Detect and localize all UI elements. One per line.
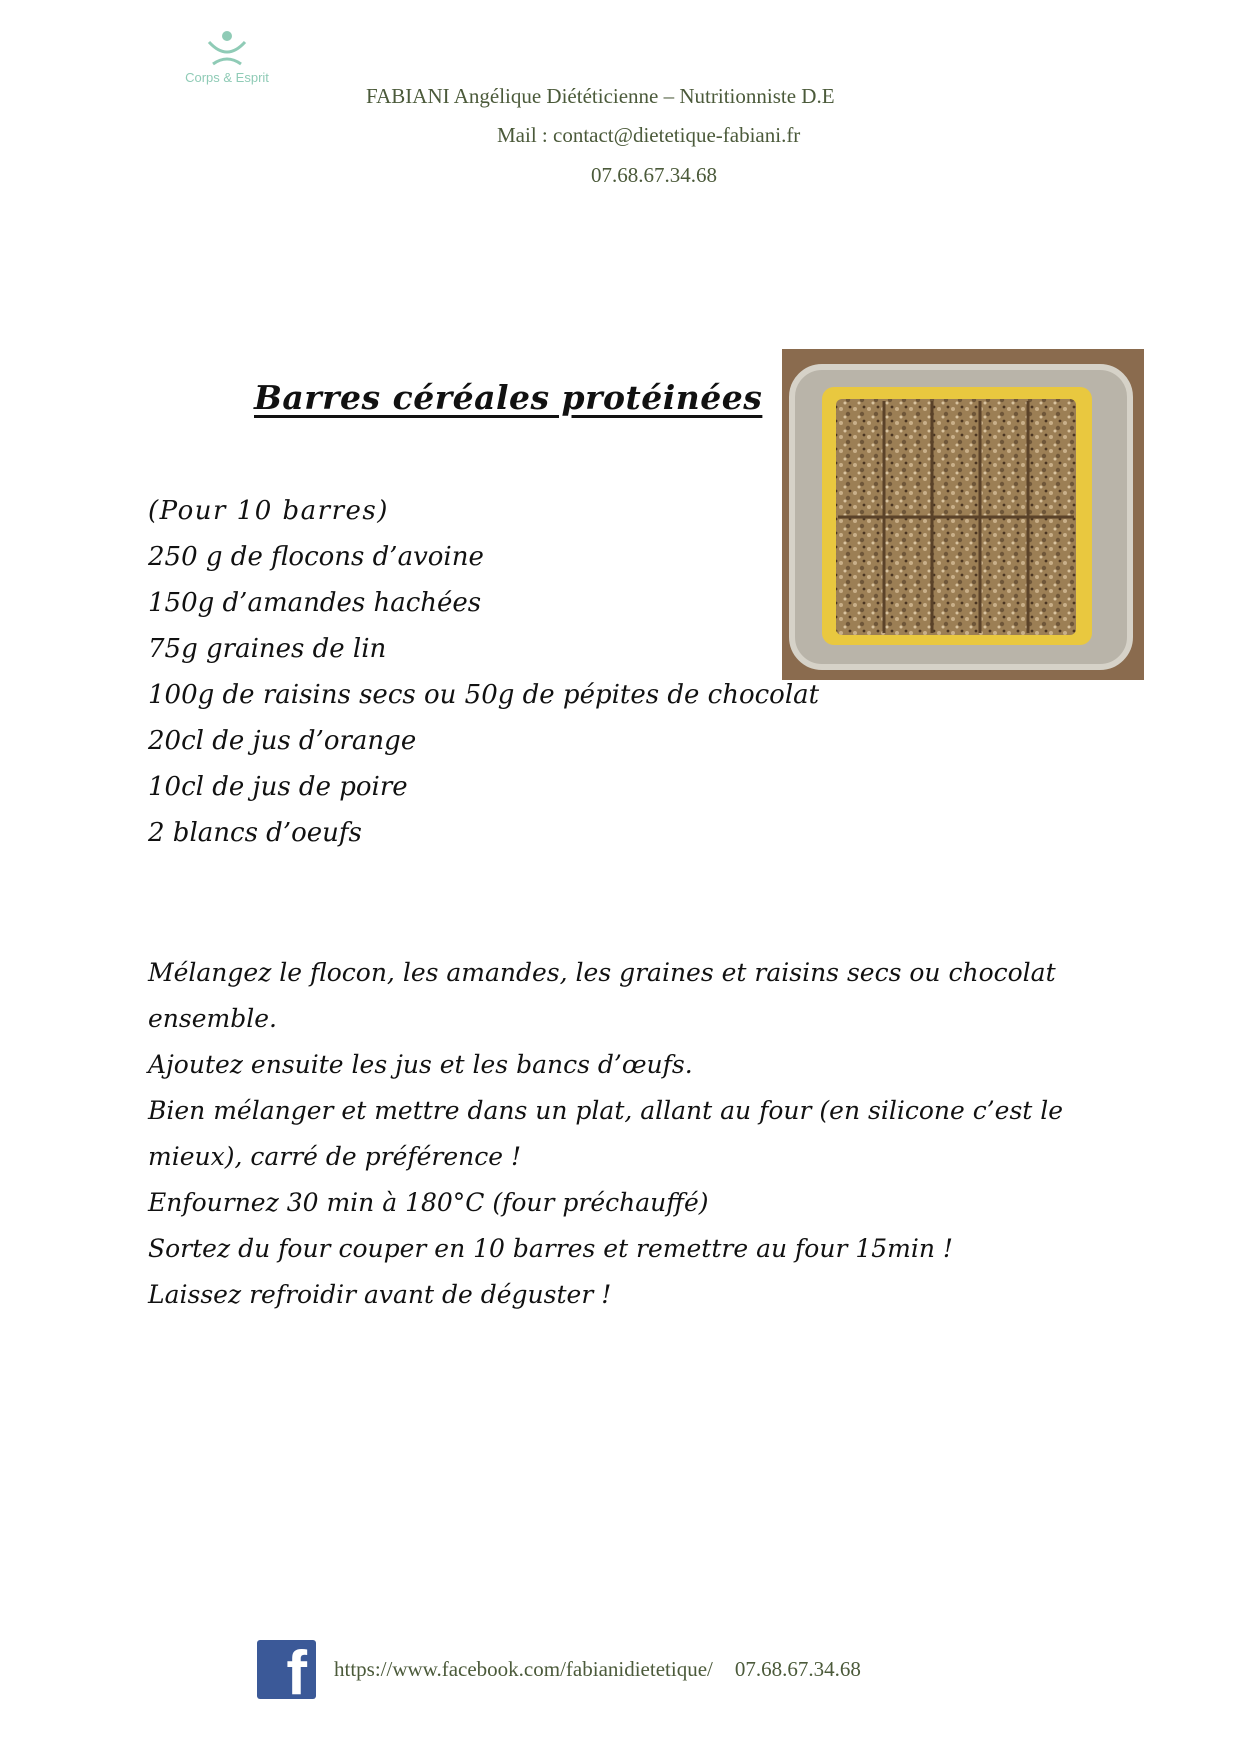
instruction-step: Laissez refroidir avant de déguster !: [148, 1280, 612, 1309]
ingredient-item: 2 blancs d’oeufs: [148, 818, 362, 848]
footer-phone: 07.68.67.34.68: [734, 1656, 861, 1681]
ingredient-item: 250 g de flocons d’avoine: [148, 542, 484, 572]
header-email: Mail : contact@dietetique-fabiani.fr: [497, 123, 801, 147]
logo-figure-icon: [205, 28, 249, 68]
instruction-step: Sortez du four couper en 10 barres et remettre au four 15min !: [148, 1234, 953, 1263]
ingredient-list: [148, 488, 819, 856]
instruction-step: Bien mélanger et mettre dans un plat, allant au four (en silicone c’est le mieux), carré de préférence !: [148, 1096, 1064, 1171]
portions: (Pour 10 barres): [148, 496, 389, 526]
instruction-step: Ajoutez ensuite les jus et les bancs d’œufs.: [148, 1050, 693, 1079]
instruction-list: [148, 950, 1108, 1318]
recipe-title: Barres céréales protéinées: [254, 378, 763, 417]
ingredient-item: 10cl de jus de poire: [148, 772, 408, 802]
facebook-link[interactable]: https://www.facebook.com/fabianidietetique/: [334, 1656, 713, 1681]
footer: [257, 1638, 861, 1708]
logo-text: Corps & Esprit: [185, 70, 269, 85]
recipe-photo: [782, 349, 1144, 680]
header-phone: 07.68.67.34.68: [591, 163, 717, 187]
ingredient-item: 20cl de jus d’orange: [148, 726, 417, 756]
facebook-icon[interactable]: f: [257, 1640, 316, 1699]
ingredient-item: 75g graines de lin: [148, 634, 387, 664]
logo: [172, 28, 282, 96]
instruction-step: Enfournez 30 min à 180°C (four préchauffé): [148, 1188, 709, 1217]
ingredient-item: 100g de raisins secs ou 50g de pépites de chocolat: [148, 680, 820, 710]
instruction-step: Mélangez le flocon, les amandes, les graines et raisins secs ou chocolat ensemble.: [148, 958, 1056, 1033]
header-name: FABIANI Angélique Diététicienne – Nutritionniste D.E: [366, 84, 835, 108]
ingredient-item: 150g d’amandes hachées: [148, 588, 482, 618]
